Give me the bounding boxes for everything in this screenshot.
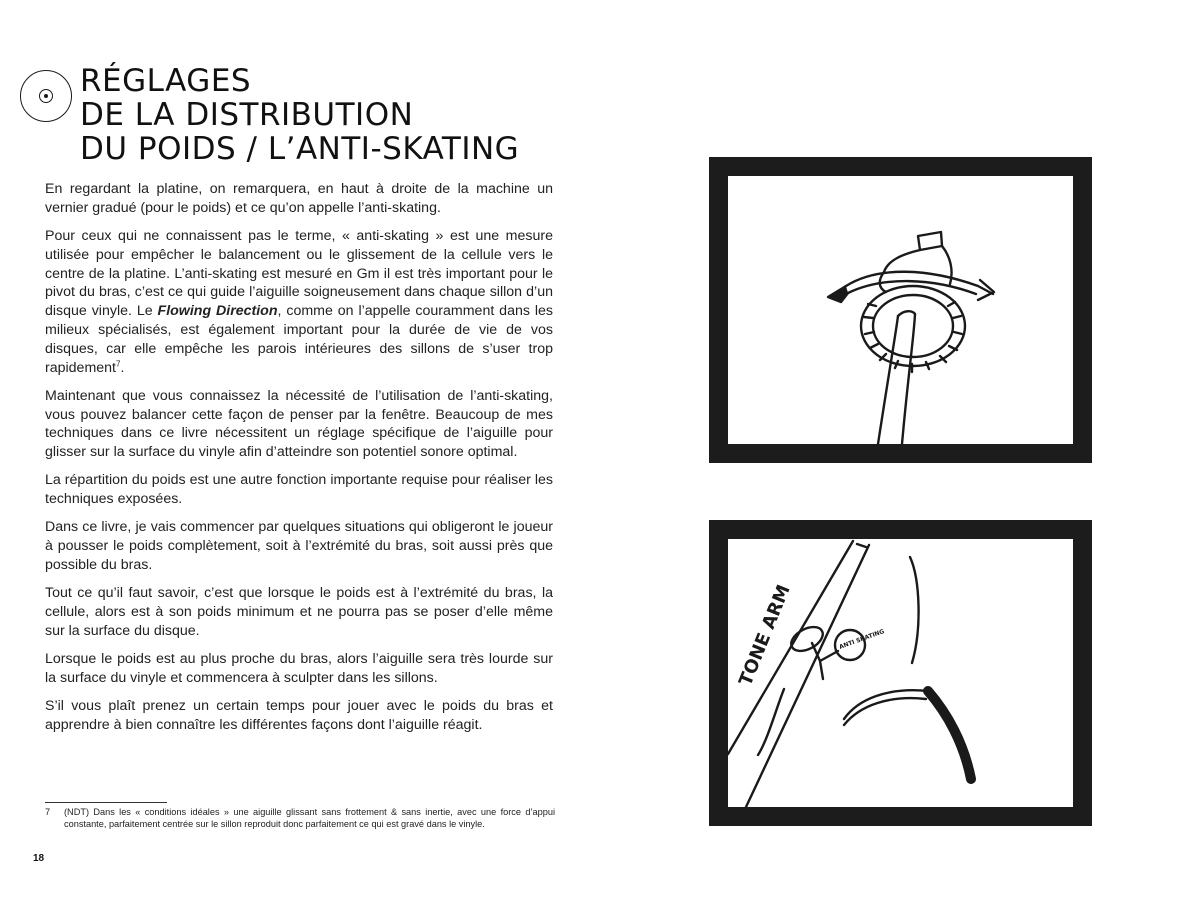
antiskating-dial-sketch	[728, 176, 1073, 444]
title-line-2: DE LA DISTRIBUTION	[80, 97, 414, 133]
footnote-text: (NDT) Dans les « conditions idéales » une aiguille glissant sans frottement & sans inertie, avec une force d’appui constante, parfaitement centrée sur le sillon reproduit donc parfaitement ce qui est gravé dans le vinyle.	[64, 807, 555, 830]
anti-skating-knob-label: ANTI SKATING	[838, 628, 886, 651]
paragraph-2-text-b: , comme on l’appelle couramment dans les milieux spécialisés, est également important pour la durée de vie de vos disques, car elle empêche les parois intérieures des sillons de s’user trop rapidement	[45, 303, 553, 376]
paragraph-1: En regardant la platine, on remarquera, en haut à droite de la machine un vernier gradué (pour le poids) et ce qu’on appelle l’anti-skating.	[45, 181, 553, 216]
illustration-tone-arm	[728, 539, 1073, 807]
illustration-antiskating-dial	[728, 176, 1073, 444]
record-spindle-dot	[44, 94, 48, 98]
body-text	[45, 180, 553, 744]
paragraph-6: Tout ce qu’il faut savoir, c’est que lorsque le poids est à l’extrémité du bras, la cellule, alors est à son poids minimum et ne pourra pas se poser d’elle même sur la surface du disque.	[45, 585, 553, 639]
tone-arm-label: TONE ARM	[735, 581, 795, 689]
page-title	[80, 64, 600, 166]
paragraph-3: Maintenant que vous connaissez la nécessité de l’utilisation de l’anti-skating, vous pouvez balancer cette façon de penser par la fenêtre. Beaucoup de mes techniques dans ce livre nécessitent un réglage spécifique de l’aiguille pour glisser sur la surface du vinyle afin d’atteindre son potentiel sonore optimal.	[45, 387, 553, 461]
record-disc-icon	[20, 70, 72, 122]
footnote-divider	[45, 802, 167, 803]
paragraph-2	[45, 227, 553, 377]
flowing-direction-term: Flowing Direction	[157, 303, 278, 320]
paragraph-2-text-a: Pour ceux qui ne connaissent pas le terme, « anti-skating » est une mesure utilisée pour empêcher le balancement ou le glissement de la cellule vers le centre de la platine. L’anti-skating est mesuré en Gm il est très important pour le pivot du bras, c’est ce qui guide l’aiguille soigneusement dans chaque sillon d’un disque vinyle. Le	[45, 227, 553, 320]
tone-arm-sketch	[728, 539, 1073, 807]
paragraph-2-end: .	[120, 359, 125, 376]
illustration-frame-tone-arm	[709, 520, 1092, 826]
paragraph-7: Lorsque le poids est au plus proche du bras, alors l’aiguille sera très lourde sur la surface du vinyle et commencera à sculpter dans les sillons.	[45, 650, 553, 686]
paragraph-8: S’il vous plaît prenez un certain temps pour jouer avec le poids du bras et apprendre à bien connaître les différentes façons dont l’aiguille réagit.	[45, 697, 553, 733]
footnote	[45, 806, 555, 830]
illustration-frame-antiskating-dial	[709, 157, 1092, 463]
paragraph-4: La répartition du poids est une autre fonction importante requise pour réaliser les techniques exposées.	[45, 472, 553, 508]
paragraph-5: Dans ce livre, je vais commencer par quelques situations qui obligeront le joueur à pousser le poids complètement, soit à l’extrémité du bras, soit aussi près que possible du bras.	[45, 519, 553, 573]
footnote-number: 7	[45, 807, 51, 817]
page-number: 18	[33, 853, 45, 864]
footnote-reference[interactable]: 7	[115, 358, 121, 368]
title-line-3: DU POIDS / L’ANTI-SKATING	[80, 131, 520, 167]
title-line-1: RÉGLAGES	[80, 63, 252, 99]
